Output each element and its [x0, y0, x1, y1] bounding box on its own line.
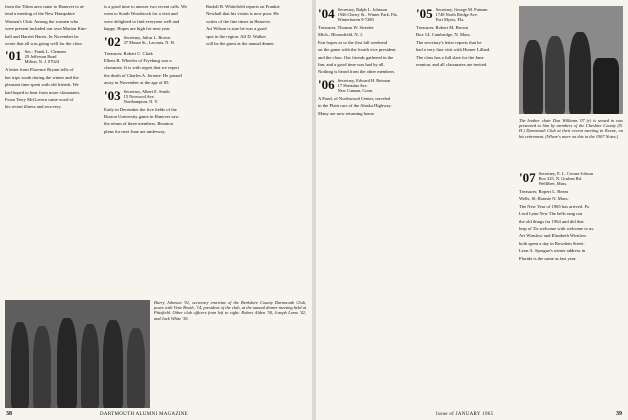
issue-footer: Issue of JANUARY 1965: [436, 412, 494, 417]
person-figure: [103, 320, 123, 408]
paragraph: away in November at the age of 85.: [104, 80, 170, 86]
page-number: 38: [6, 411, 12, 417]
paragraph: Art Wilson is sure he was a good: [206, 26, 267, 32]
paragraph: Many are now returning home.: [318, 110, 376, 116]
paragraph: The class has a full slate for the June: [416, 54, 484, 60]
class-secretary: Secretary, Edward H. Reiman: [337, 77, 390, 83]
paragraph: were present included our own Marion Kim-: [5, 26, 88, 32]
paragraph: Rudolf B. Whitefield reports on Frankie: [206, 4, 280, 9]
paragraph: pleasant time spent with old friends. We: [5, 82, 79, 88]
paragraph: from the Tilton area came to Hanover to at-: [5, 4, 85, 9]
class-year-number: '06: [318, 76, 335, 92]
photo-caption: The leather chair Don Williams '07 (r) is seated in was presented to him by members of the Cheshire County (N. H.) Dartmouth Club at their recent meeting in Keene, on his retirement. (Where's more on this in the 1907 Notes.): [519, 118, 623, 139]
left-column-1: [5, 4, 97, 300]
class-year-number: '01: [5, 48, 22, 64]
class-year-number: '03: [104, 87, 121, 103]
right-magazine-page: [316, 0, 628, 420]
person-figure: [11, 322, 29, 408]
paragraph: wrote that all was going well for the class.: [5, 41, 83, 47]
class-treasurer: Treasurer, Thomas W. Streeter: [318, 25, 374, 30]
paragraph: on the game with the fourth vice president: [318, 47, 396, 53]
chair-presentation-photo: [519, 6, 623, 114]
paragraph: Boston University game in Hanover saw: [104, 114, 179, 120]
person-figure: [569, 32, 591, 114]
class-01-header: [5, 49, 97, 64]
paragraph: happy. Hopes are high for next year.: [104, 26, 171, 32]
class-treasurer-city: Wells, Sl. Ronnie N. Mass.: [519, 196, 569, 202]
person-figure: [81, 324, 99, 408]
paragraph: Women's Club. Among the women who: [5, 18, 79, 24]
class-treasurer-city: Box 14, Cambridge, N. Mass.: [416, 32, 471, 38]
class-02-header: [104, 35, 198, 48]
paragraph: classmate. It is with regret that we report: [104, 65, 180, 71]
class-secretary: Secretary, George M. Putnam: [435, 7, 488, 12]
person-figure: [545, 36, 565, 114]
class-05-header: [416, 7, 511, 22]
page-number: 39: [616, 411, 622, 417]
paragraph: leap of Tis welcome with welcome to us.: [519, 226, 595, 232]
paragraph: A Pond, of Northwood Center, traveled: [318, 95, 391, 101]
class-04-header: [318, 7, 410, 22]
paragraph: her trips south during the winter and the: [5, 74, 79, 80]
magazine-footer: DARTMOUTH ALUMNI MAGAZINE: [100, 412, 189, 417]
class-year-number: '02: [104, 33, 121, 49]
paragraph: plans for next June are underway.: [104, 128, 166, 134]
class-secretary-city: Northampton, N. Y.: [123, 98, 159, 104]
class-secretary-address: Box 325, N. Goshen Rd.: [538, 176, 582, 181]
paragraph: Inn, and a good time was had by all.: [318, 62, 385, 68]
paragraph: Nothing is heard from the other members.: [318, 69, 396, 75]
class-secretary-address: 1748 North Bridge Ave.: [435, 12, 478, 17]
paragraph: From Terry McGovern came word of: [5, 97, 74, 103]
paragraph: writes of the fine times in Hanover.: [206, 18, 271, 24]
right-column-2: [416, 4, 511, 404]
paragraph: spot in the region. Alf D. Walker: [206, 33, 267, 39]
class-secretary-address: 1946 Cherry St., Winter Park, Fla.: [337, 12, 398, 17]
paragraph: in the Plain cars of the Alaska Highway.: [318, 103, 392, 109]
paragraph: Leon A. Sprague's winter address in: [519, 248, 586, 254]
person-figure: [33, 326, 51, 408]
paragraph: the death of Charles A. Jerome. He passed: [104, 72, 182, 78]
paragraph: Art Winslow and Elizabeth Winslow: [519, 233, 587, 239]
class-treasurer: Treasurer, Robert C. Clark: [104, 50, 153, 56]
paragraph: A letter from Florence Bryant tells of: [5, 67, 74, 73]
paragraph: is a good time to answer two recent calls. We: [104, 4, 187, 9]
right-column-1: [318, 4, 410, 404]
paragraph: Lord Lynn Yew The bells rang out: [519, 211, 583, 217]
class-secretary: Secretary, Ralph L. Johnson: [337, 7, 387, 12]
right-column-3: [519, 168, 623, 404]
class-secretary-address: 17 Sheridan Ave.: [337, 82, 368, 88]
paragraph: and the class. Our friends gathered in the: [318, 54, 394, 60]
left-column-2: [104, 4, 198, 300]
class-secretary: Secretary, Julius L. Brown: [123, 34, 171, 40]
photo-caption: Harry Johnson '01, secretary emeritus of the Berkshire County Dartmouth Club, poses with Vene Booth, '14, president of the club, at the annual dinner meeting held at Pittsfield. Other club officers from left to right: Robert Alden '30, Joseph Lemo '42, and Jack White '36.: [154, 300, 306, 321]
club-officers-photo: [5, 300, 150, 408]
class-secretary-address: 29 Jefferson Road: [24, 54, 57, 60]
paragraph: both spent a day in Bowdoin Street.: [519, 240, 585, 246]
class-secretary-address: 37 Mount St., Laconia, N. H.: [123, 39, 175, 45]
left-column-3: [206, 4, 306, 300]
paragraph: The secretary's letter reports that he: [416, 39, 482, 45]
class-secretary-city: Wellfleet, Mass.: [538, 181, 568, 186]
left-magazine-page: [0, 0, 312, 420]
class-secretary-city: Fort Myers, Fla.: [435, 17, 465, 22]
paragraph: his recent illness and recovery.: [5, 104, 62, 110]
paragraph: Fair hopes as to the first fall weekend: [318, 39, 388, 45]
class-03-header: [104, 89, 198, 104]
class-secretary-address: 15 Norwood Ave.: [123, 93, 155, 99]
paragraph: Florida is the same as last year.: [519, 255, 577, 261]
person-figure: [127, 328, 145, 408]
class-year-number: '05: [416, 6, 433, 21]
paragraph: Newhall that his vision is now poor. He: [206, 11, 279, 17]
class-secretary-city: Milton, N. J. 07024: [24, 59, 60, 65]
class-treasurer: Treasurer, Ropert L. Ream: [519, 189, 569, 194]
class-06-header: [318, 78, 410, 93]
paragraph: reunion, and all classmates are invited.: [416, 62, 488, 68]
class-secretary: Secretary, Albert E. Smith: [123, 88, 170, 94]
paragraph: the return of three members. Reunion: [104, 121, 173, 127]
class-secretary-city: New Canaan, Conn.: [337, 87, 373, 93]
class-secretary: Sec.: Frank L. Clemons: [24, 49, 67, 55]
person-figure: [57, 318, 77, 408]
paragraph: Elbert B. Wheeler of Fryeburg was a: [104, 58, 172, 64]
paragraph: had a very fine visit with Homer Lillard.: [416, 47, 491, 53]
class-secretary: Secretary, E. L. Crouse-Jobson: [538, 171, 593, 176]
paragraph: went to South Woodstock for a visit and: [104, 11, 178, 17]
class-07-header: [519, 171, 623, 186]
class-secretary-city: Winterhaven 9-7280: [337, 17, 374, 22]
class-treasurer-city: Mich., Bloomfield, N. J.: [318, 32, 363, 38]
paragraph: had hoped to hear from more classmates.: [5, 89, 81, 95]
paragraph: will be the guest at the annual dinner.: [206, 41, 275, 47]
paragraph: The New Year of 1965 has arrived. Fo: [519, 203, 590, 209]
person-figure: [523, 40, 543, 114]
paragraph: ball and Harriet Harris. In November he: [5, 33, 79, 39]
paragraph: Early in December the five fields of the: [104, 106, 177, 112]
paragraph: the old things for 1964 and did that: [519, 218, 584, 224]
paragraph: were delighted to find everyone well and: [104, 18, 180, 24]
class-year-number: '07: [519, 170, 536, 185]
leather-chair: [593, 58, 619, 114]
class-year-number: '04: [318, 6, 335, 21]
paragraph: tend a meeting of the New Hampshire: [5, 11, 75, 17]
class-treasurer: Treasurer, Robert M. Brown: [416, 25, 469, 30]
